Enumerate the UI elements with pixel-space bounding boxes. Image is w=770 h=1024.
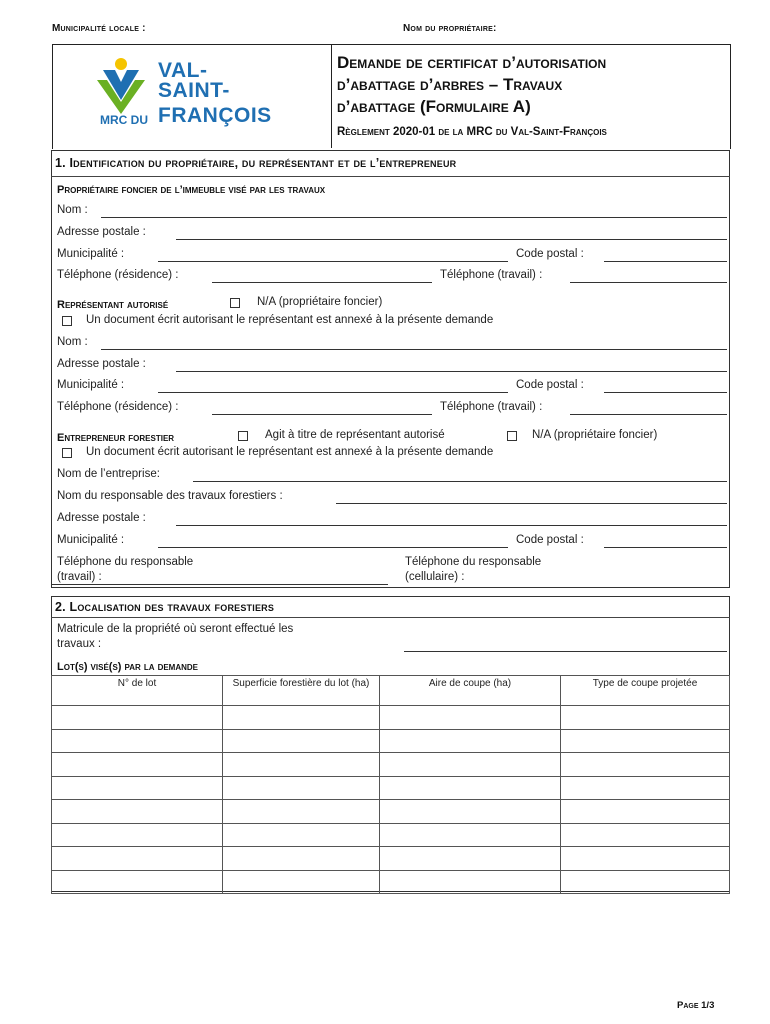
manager-phone-cell-label — [405, 555, 541, 585]
table-cell[interactable] — [223, 870, 380, 894]
table-cell[interactable] — [223, 753, 380, 777]
contractor-doc-checkbox[interactable] — [62, 448, 72, 458]
owner-address-label: Adresse postale : — [57, 226, 146, 238]
municipality-label: Municipalité locale : — [52, 23, 146, 34]
owner-subtitle: Propriétaire foncier de l’immeuble visé par les travaux — [57, 184, 326, 196]
rep-municipality-label: Municipalité : — [57, 379, 125, 391]
logo-line2: SAINT- — [158, 79, 230, 102]
table-cell[interactable] — [380, 847, 561, 871]
table-cell[interactable] — [380, 706, 561, 730]
rep-phone-work-label: Téléphone (travail) : — [440, 401, 543, 413]
section1-box — [51, 150, 730, 588]
contractor-doc-label: Un document écrit autorisant le représentant est annexé à la présente demande — [86, 446, 494, 458]
table-row — [52, 753, 730, 777]
rep-name-field[interactable] — [101, 349, 727, 350]
rep-phone-home-label: Téléphone (résidence) : — [57, 401, 179, 413]
section2-title: 2. Localisation des travaux forestiers — [55, 600, 275, 614]
rep-doc-label: Un document écrit autorisant le représentant est annexé à la présente demande — [86, 314, 494, 326]
owner-phone-work-field[interactable] — [570, 282, 727, 283]
title-line3: d’abattage (Formulaire A) — [337, 97, 531, 116]
section1-title: 1. Identification du propriétaire, du représentant et de l’entrepreneur — [55, 156, 457, 170]
lots-header-row — [52, 676, 730, 706]
logo-text — [158, 61, 230, 101]
forest-manager-label: Nom du responsable des travaux forestiers : — [57, 490, 283, 502]
owner-postal-label: Code postal : — [516, 248, 584, 260]
table-row — [52, 776, 730, 800]
forest-manager-field[interactable] — [336, 503, 727, 504]
table-cell[interactable] — [561, 753, 730, 777]
rep-address-label: Adresse postale : — [57, 358, 146, 370]
owner-municipality-field[interactable] — [158, 261, 508, 262]
table-cell[interactable] — [223, 823, 380, 847]
header-divider — [331, 44, 332, 148]
manager-phone-cell-line1: Téléphone du responsable — [405, 556, 542, 568]
logo-prefix: MRC DU — [100, 113, 148, 127]
table-row — [52, 847, 730, 871]
table-cell[interactable] — [380, 729, 561, 753]
table-cell[interactable] — [380, 776, 561, 800]
matricule-label — [57, 622, 293, 652]
contractor-acts-label: Agit à titre de représentant autorisé — [265, 429, 445, 441]
owner-address-field[interactable] — [176, 239, 727, 240]
logo-line3: FRANÇOIS — [158, 104, 272, 127]
manager-phone-work-line1: Téléphone du responsable — [57, 556, 194, 568]
form-title — [337, 52, 727, 118]
company-name-label: Nom de l’entreprise: — [57, 468, 160, 480]
table-row — [52, 800, 730, 824]
table-cell[interactable] — [561, 823, 730, 847]
matricule-line1: Matricule de la propriété où seront effectué les — [57, 623, 294, 635]
table-row — [52, 823, 730, 847]
contractor-na-checkbox[interactable] — [507, 431, 517, 441]
manager-phone-cell-line2: (cellulaire) : — [405, 571, 465, 583]
rep-name-label: Nom : — [57, 336, 88, 348]
col-lot-number: N° de lot — [52, 676, 223, 706]
table-cell[interactable] — [380, 870, 561, 894]
representative-subtitle: Représentant autorisé — [57, 299, 169, 311]
matricule-line2: travaux : — [57, 638, 102, 650]
table-cell[interactable] — [223, 729, 380, 753]
table-cell[interactable] — [561, 870, 730, 894]
table-cell[interactable] — [380, 823, 561, 847]
col-cut-type: Type de coupe projetée — [561, 676, 730, 706]
table-cell[interactable] — [52, 776, 223, 800]
contractor-address-field[interactable] — [176, 525, 727, 526]
table-cell[interactable] — [52, 706, 223, 730]
table-cell[interactable] — [52, 847, 223, 871]
table-cell[interactable] — [52, 729, 223, 753]
company-name-field[interactable] — [193, 481, 727, 482]
contractor-address-label: Adresse postale : — [57, 512, 146, 524]
contractor-postal-field[interactable] — [604, 547, 727, 548]
mrc-logo-icon — [95, 56, 155, 116]
owner-phone-home-label: Téléphone (résidence) : — [57, 269, 179, 281]
section1-title-rule — [51, 176, 730, 177]
lots-subtitle: Lot(s) visé(s) par la demande — [57, 661, 199, 673]
contractor-na-label: N/A (propriétaire foncier) — [532, 429, 658, 441]
owner-phone-work-label: Téléphone (travail) : — [440, 269, 543, 281]
owner-name-label: Nom : — [57, 204, 88, 216]
table-cell[interactable] — [52, 823, 223, 847]
table-cell[interactable] — [380, 800, 561, 824]
rep-municipality-field[interactable] — [158, 392, 508, 393]
table-row — [52, 870, 730, 894]
regulation-reference: Règlement 2020-01 de la MRC du Val-Saint-François — [337, 126, 607, 138]
matricule-field[interactable] — [404, 651, 727, 652]
manager-phone-work-field[interactable] — [51, 584, 388, 585]
table-cell[interactable] — [52, 870, 223, 894]
table-cell[interactable] — [561, 729, 730, 753]
manager-phone-work-line2: (travail) : — [57, 571, 102, 583]
rep-doc-checkbox[interactable] — [62, 316, 72, 326]
rep-na-checkbox[interactable] — [230, 298, 240, 308]
table-cell[interactable] — [223, 776, 380, 800]
lots-table — [51, 675, 730, 894]
rep-postal-field[interactable] — [604, 392, 727, 393]
table-cell[interactable] — [561, 800, 730, 824]
rep-address-field[interactable] — [176, 371, 727, 372]
rep-na-label: N/A (propriétaire foncier) — [257, 296, 383, 308]
contractor-municipality-label: Municipalité : — [57, 534, 125, 546]
contractor-postal-label: Code postal : — [516, 534, 584, 546]
owner-name-label: Nom du propriétaire: — [403, 23, 497, 34]
table-cell[interactable] — [223, 847, 380, 871]
title-line1: Demande de certificat d’autorisation — [337, 53, 607, 72]
col-forest-area: Superficie forestière du lot (ha) — [223, 676, 380, 706]
rep-phone-home-field[interactable] — [212, 414, 432, 415]
owner-municipality-label: Municipalité : — [57, 248, 125, 260]
table-cell[interactable] — [561, 776, 730, 800]
table-cell[interactable] — [561, 847, 730, 871]
manager-phone-work-label — [57, 555, 193, 585]
table-cell[interactable] — [223, 706, 380, 730]
section2-title-rule — [51, 617, 730, 618]
table-row — [52, 729, 730, 753]
table-cell[interactable] — [223, 800, 380, 824]
owner-phone-home-field[interactable] — [212, 282, 432, 283]
logo-line1: VAL- — [158, 59, 208, 82]
owner-name-field[interactable] — [101, 217, 727, 218]
contractor-acts-checkbox[interactable] — [238, 431, 248, 441]
table-cell[interactable] — [561, 706, 730, 730]
rep-phone-work-field[interactable] — [570, 414, 727, 415]
table-cell[interactable] — [52, 800, 223, 824]
col-cut-area: Aire de coupe (ha) — [380, 676, 561, 706]
owner-postal-field[interactable] — [604, 261, 727, 262]
rep-postal-label: Code postal : — [516, 379, 584, 391]
title-line2: d’abattage d’arbres – Travaux — [337, 75, 563, 94]
contractor-municipality-field[interactable] — [158, 547, 508, 548]
page-number: Page 1/3 — [677, 1000, 715, 1011]
table-cell[interactable] — [52, 753, 223, 777]
table-row — [52, 706, 730, 730]
contractor-subtitle: Entrepreneur forestier — [57, 432, 175, 444]
table-cell[interactable] — [380, 753, 561, 777]
